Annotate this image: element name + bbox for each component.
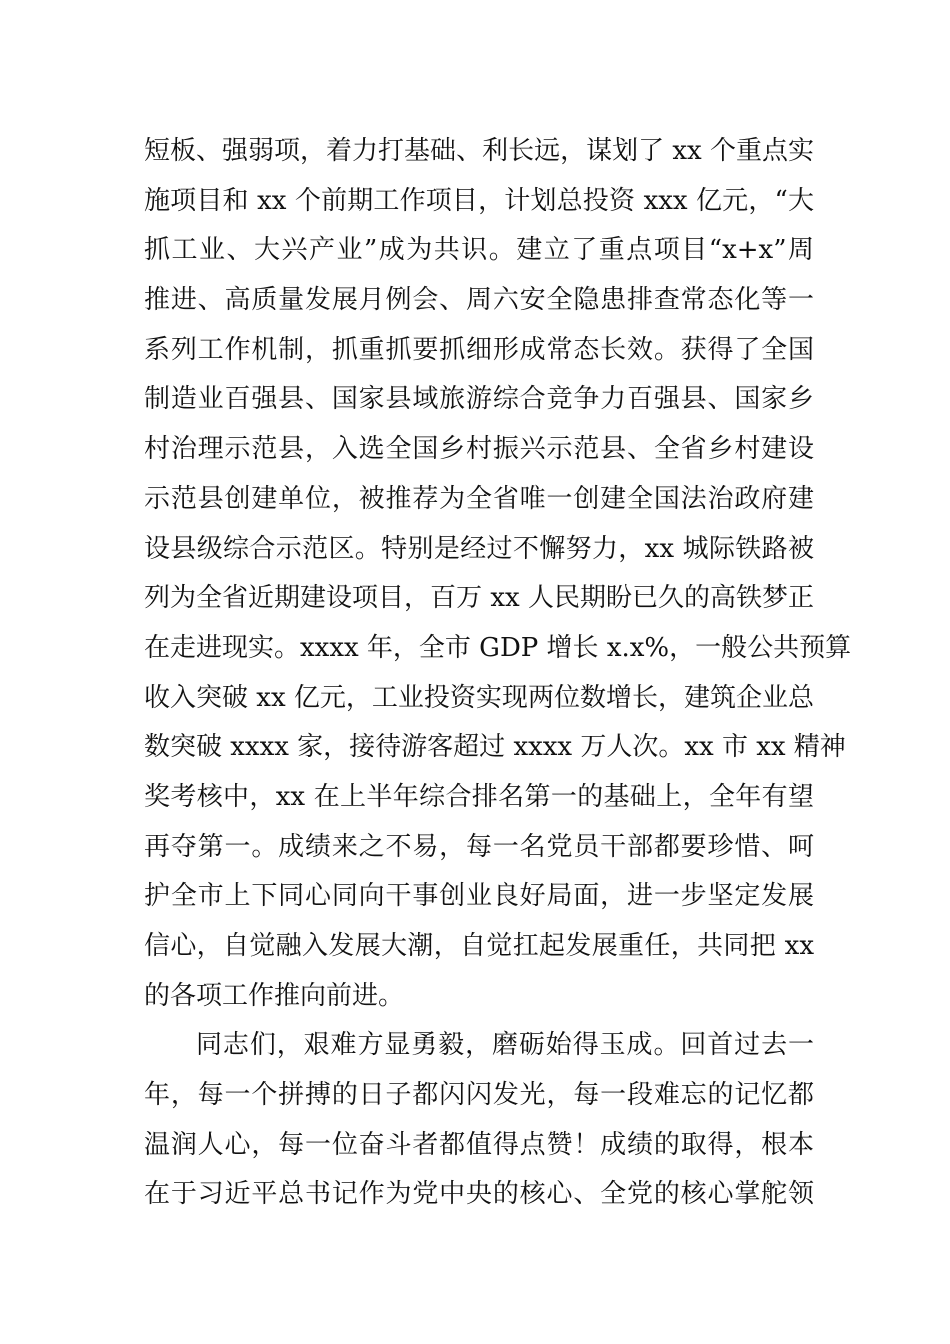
- text-line: 护全市上下同心同向干事创业良好局面，进一步坚定发展: [144, 881, 814, 912]
- body-text: [144, 127, 852, 1220]
- text-line: 列为全省近期建设项目，百万 xx 人民期盼已久的高铁梦正: [144, 583, 814, 614]
- text-line: 村治理示范县，入选全国乡村振兴示范县、全省乡村建设: [144, 434, 814, 465]
- text-line: 收入突破 xx 亿元，工业投资实现两位数增长，建筑企业总: [144, 682, 814, 713]
- text-line: 推进、高质量发展月例会、周六安全隐患排查常态化等一: [144, 285, 814, 316]
- text-line: 短板、强弱项，着力打基础、利长远，谋划了 xx 个重点实: [144, 136, 814, 166]
- text-line: 设县级综合示范区。特别是经过不懈努力，xx 城际铁路被: [144, 533, 814, 564]
- text-line: 温润人心，每一位奋斗者都值得点赞！成绩的取得，根本: [144, 1129, 814, 1160]
- text-line: 信心，自觉融入发展大潮，自觉扛起发展重任，共同把 xx: [144, 931, 814, 961]
- text-line: 在走进现实。xxxx 年，全市 GDP 增长 x.x%，一般公共预算: [144, 632, 852, 663]
- text-line: 制造业百强县、国家县域旅游综合竞争力百强县、国家乡: [144, 384, 814, 415]
- text-line: 的各项工作推向前进。: [144, 980, 405, 1011]
- text-line: 在于习近平总书记作为党中央的核心、全党的核心掌舵领: [144, 1179, 814, 1210]
- text-line: 示范县创建单位，被推荐为全省唯一创建全国法治政府建: [144, 483, 814, 514]
- text-line: 同志们，艰难方显勇毅，磨砺始得玉成。回首过去一: [196, 1030, 814, 1061]
- text-line: 再夺第一。成绩来之不易，每一名党员干部都要珍惜、呵: [144, 831, 814, 862]
- text-line: 奖考核中，xx 在上半年综合排名第一的基础上，全年有望: [144, 781, 814, 812]
- text-line: 系列工作机制，抓重抓要抓细形成常态长效。获得了全国: [144, 334, 814, 365]
- text-line: 抓工业、大兴产业”成为共识。建立了重点项目“x+x”周: [144, 235, 814, 266]
- text-line: 年，每一个拼搏的日子都闪闪发光，每一段难忘的记忆都: [144, 1080, 814, 1111]
- text-line: 数突破 xxxx 家，接待游客超过 xxxx 万人次。xx 市 xx 精神: [144, 732, 846, 763]
- text-line: 施项目和 xx 个前期工作项目，计划总投资 xxx 亿元，“大: [144, 185, 814, 216]
